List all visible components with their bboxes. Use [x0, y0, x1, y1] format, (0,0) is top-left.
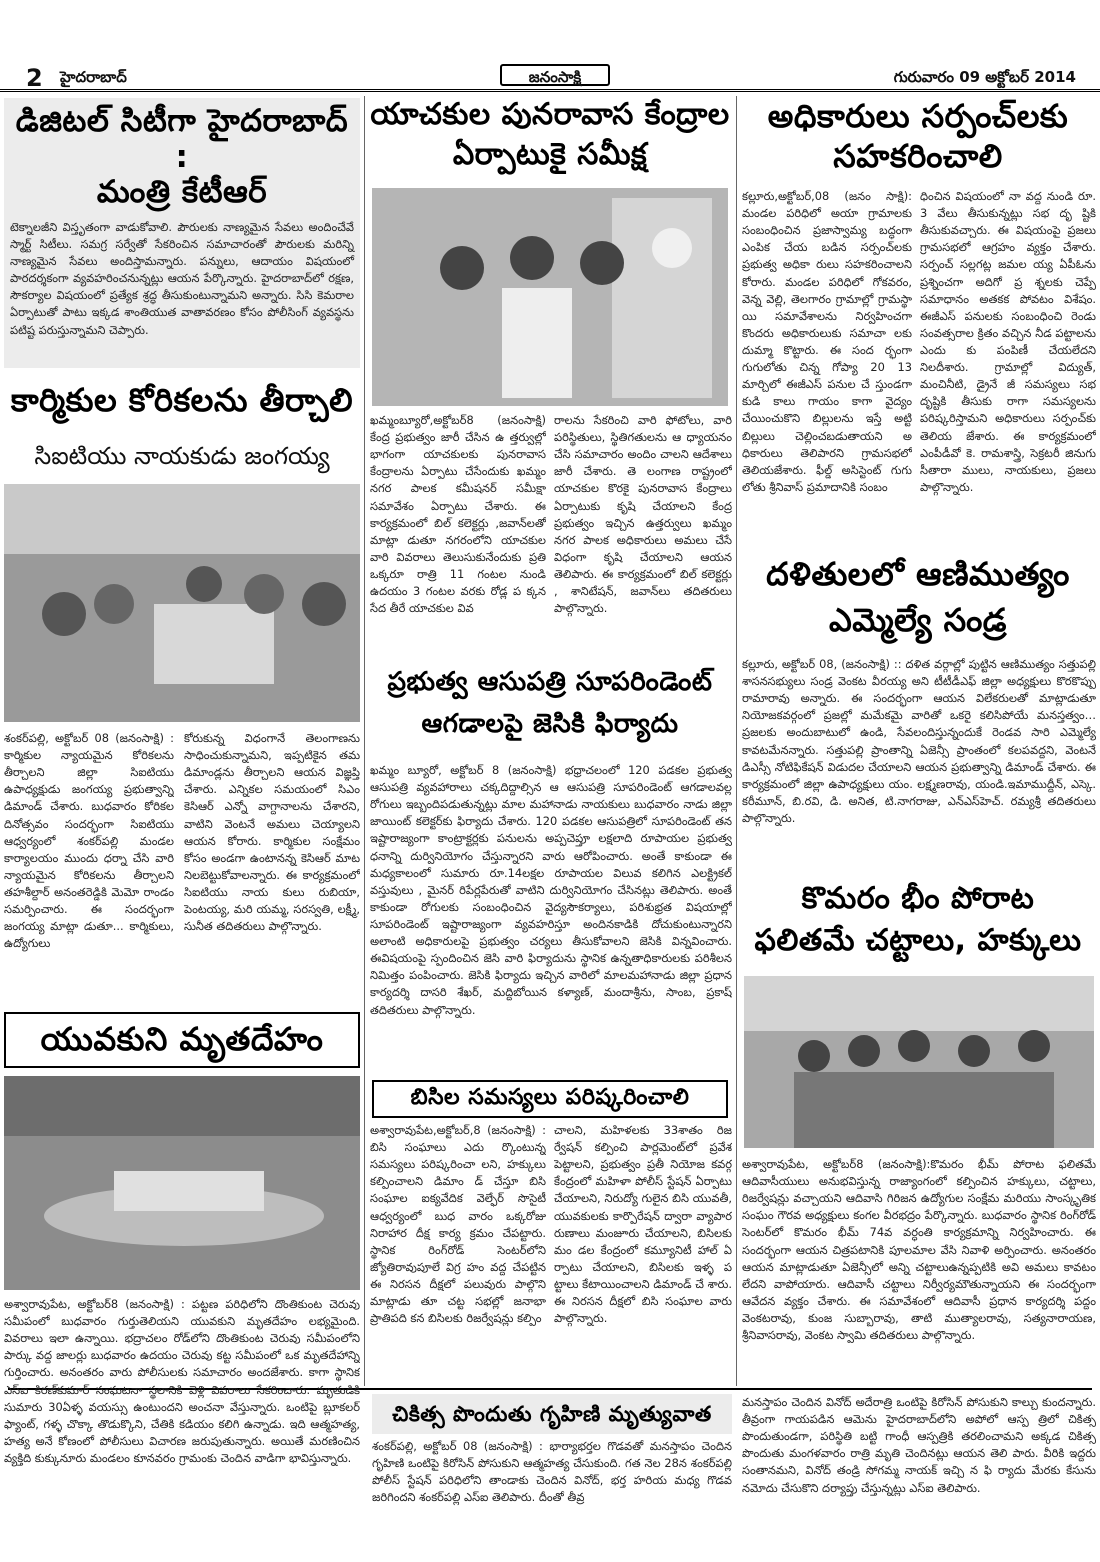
commemoration-photo — [744, 976, 1094, 1148]
review-meeting-photo — [372, 188, 728, 406]
headline: కార్మికుల కోరికలను తీర్చాలి — [10, 381, 354, 419]
body-found-photo — [4, 1076, 360, 1290]
headline: ఆగడాలపై జెసికి ఫిర్యాదు — [421, 709, 679, 739]
column-rule — [736, 96, 737, 1386]
headline: మంత్రి కేటీఆర్ — [96, 174, 268, 211]
headline: చికిత్స పొందుతు గృహిణి మృత్యువాత — [372, 1394, 732, 1434]
article-body: కోరుకున్న విధంగానే తెలంగాణను సాధించుకున్నామని, ఇప్పటికైన తమ డిమాండ్లను తీర్చాలని ఆయన విజ్ఞప్తి చేశారు. ఎన్నికల సమయంలో సిఎం కెసిఆర్ ఎన్నో వాగ్దానాలను చేశారని, వాటిని వెంటనే అమలు చెయ్యాలని ఆయన కోరారు. కార్మికుల సంక్షేమం కోసం అండగా ఉంటానన్న కెసిఆర్ మాట నిలబెట్టుకోవాలన్నారు. ఈ కార్యక్రమంలో సిఐటియు నాయ కులు రుబియా, పెంటయ్య, మరి యమ్మ, సరస్వతి, లక్ష్మీ, సునీత తదితరులు పాల్గొన్నారు. — [184, 731, 360, 934]
subheadline: సిఐటియు నాయకుడు జంగయ్య — [34, 442, 330, 470]
headline: యాచకుల పునరావాస కేంద్రాల — [370, 97, 730, 132]
headline: డిజిటల్ సిటీగా హైదరాబాద్ : — [15, 103, 349, 175]
photo-placeholder-icon — [4, 484, 360, 722]
newspaper-logo: జనంసాక్షి — [500, 64, 610, 86]
article-body: శంకర్‌పల్లి, అక్టోబర్ 08 (జనంసాక్షి) : భార్యాభర్తల గొడవతో మనస్తాపం చెందిన గృహిణి ఒంటిపై కిరోసిన్ పోసుకుని ఆత్మహత్య చేసుకుంది. గత నెల 28న శంకర్‌పల్లి పోలీస్ స్టేషన్ పరిధిలోని తాండాకు చెందిన వినోద్, భర్త హరియ మధ్య గొడవ జరిగిందని శంకర్‌పల్లి ఎస్ఐ తెలిపారు. దీంతో తీవ్ర — [372, 1439, 732, 1505]
headline: ఏర్పాటుకై సమీక్ష — [452, 137, 648, 172]
photo-placeholder-icon — [4, 1076, 360, 1290]
article-body: రాలను సేకరించి వారి ఫోటోలు, వారి పరిస్థితులు, స్థితిగతులను ఆ ధ్యాయనం చేసి సమాచారం అందిం చాలని ఆదేశాలు జారీ చేశారు. తె లంగాణ రాష్ట్రంలో యాచకుల కొరకై పునరావాస కేంద్రాలు ఏర్పాటుకు కృషి చేయాలని కేంద్ర ప్రభుత్వం ఇచ్చిన ఉత్తర్వులు ఖమ్మం నగర పాలక అధికారులు అమలు చేసే విధంగా కృషి చేయాలని ఆయన తెలిపారు. ఈ కార్యక్రమంలో బిల్ కలెక్టర్లు , శానిటేషన్, జవాన్‌లు తదితరులు పాల్గొన్నారు. — [554, 413, 732, 616]
article-body: ఖమ్మం బ్యూరో, అక్టోబర్ 8 (జనంసాక్షి) భధ్రాచలంలో 120 పడకల ప్రభుత్వ ఆసుపత్రి వ్యవహారాలు చక్కదిద్దాల్సిన ఆ ఆసుపత్రి సూపరిండెంట్ ఆగడాలవల్ల రోగులు ఇబ్బందిపడుతున్నట్లు మాల మహానాడు నాయకులు బుధవారం నాడు జిల్లా జాయింట్ కలెక్టర్‌కు ఫిర్యాదు చేశారు. 120 పడకల ఆసుపత్రిలో సూపరిండెంట్ తన ఇష్టారాజ్యంగా కాంట్రాక్టర్లకు పనులను అప్పచెప్తూ లక్షలాది రూపాయల ప్రభుత్వ ధనాన్ని దుర్వినియోగం చేస్తున్నారని వారు ఆరోపించారు. అంతే కాకుండా ఈ మధ్యకాలంలో సుమారు రూ.14లక్షల రూపాయల విలువ కలిగిన ఎలక్ట్రికల్ వస్తువులు , మైనర్ రిపేర్లపేరుతో వాటిని దుర్వినియోగం చేసినట్లు తెలిపారు. అంతే కాకుండా రోగులకు సంబంధించిన వైద్యసౌకర్యాలు, పరిశుభ్రత విషయాల్లో సూపరిండెంట్ ఇష్టారాజ్యంగా వ్యవహరిస్తూ అందినకాడికి దోచుకుంటున్నారని అలాంటి అధికారులపై ప్రభుత్వం చర్యలు తీసుకోవాలని జెసికి విన్నవించారు. ఈవిషయంపై స్పందించిన జెసి వారి ఫిర్యాదును స్థానిక ఉన్నతాధికారులకు పరిశీలన నిమిత్తం పంపించారు. జెసికి ఫిర్యాదు ఇచ్చిన వారిలో మాలమహానాడు జిల్లా ప్రధాన కార్యదర్శి దాసరి శేఖర్, మద్దిబోయిన కళ్యాణ్, మందాశ్రీను, సాంబ, ప్రకాష్ తదితరులు పాల్గొన్నారు. — [370, 763, 732, 1017]
article-body: టెక్నాలజీని విస్తృతంగా వాడుకోవాలి. పౌరులకు నాణ్యమైన సేవలు అందించేవే స్మార్ట్ సిటీలు. సమగ్ర సర్వేతో సేకరించిన సమాచారంతో పౌరులకు మరిన్ని నాణ్యమైన సేవలు అందిస్తామన్నారు. పన్నులు, ఆదాయం విషయంలో పారదర్శకంగా వ్యవహరించనున్నట్లు ఆయన పేర్కొన్నారు. హైదరాబాద్‌లో రక్షణ, సౌకర్యాల విషయంలో ప్రత్యేక శ్రద్ధ తీసుకుంటున్నామని అన్నారు. సిసి కెమరాల ఏర్పాటుతో పాటు ఇక్కడ శాంతియుత వాతావరణం కోసం పోలీసింగ్ వ్యవస్థను పటిష్ట పరుస్తున్నామని చెప్పారు. — [10, 219, 354, 337]
column-rule — [364, 96, 365, 1386]
article-body: అశ్వారావుపేట,అక్టోబర్,8 (జనంసాక్షి) : బిసి సంఘాలు ఎదు ర్కొంటున్న సమస్యలు పరిష్కరించా లని, హక్కులు కల్పించాలని డిమాం డ్ చేస్తూ బిసి సంఘాల ఐక్యవేదిక వెల్ఫేర్ సొసైటీ ఆధ్వర్యంలో బుధ వారం ఒక్కరోజు నిరాహార దీక్ష కార్య క్రమం చేపట్టారు. స్థానిక రింగ్‌రోడ్ సెంటర్‌లోని జ్యోతిరావుపూలే విగ్ర హం వద్ద చేపట్టిన ఈ నిరసన దీక్షలో పలువురు పాల్గొని మాట్లాడు తూ చట్ట సభల్లో జనాభా ప్రాతిపది కన బిసిలకు రిజర్వేషన్లు కల్పిం — [370, 1123, 546, 1326]
article-body: ధించిన విషయంలో నా వద్ద నుండి రూ. 3 వేలు తీసుకున్నట్లు సభ దృ ష్టికి తీసుకువచ్చారు. ఈ విషయంపై ప్రజలు గ్రామసభలో ఆగ్రహం వ్యక్తం చేశారు. సర్పంచ్ సల్లగట్ల జమల య్య ఏపీఓను ప్రశ్నించగా అదిగో ప్ర శ్నలకు చెప్పే సమాధానం అతకక పోవటం విశేషం. ఈజీఎస్ పనులకు సంబంధించి రెండు సంవత్సరాల క్రితం వచ్చిన నీడ పట్టాలను ఎందు కు పంపిణీ చేయలేదని నిలదీశారు. గ్రామాల్లో విద్యుత్, మంచినీటి, డ్రైనే జీ సమస్యలు సభ దృష్టికి తీసుకు రాగా సమస్యలను పరిష్కరిస్తామని అధికారులు సర్పంచ్‌కు తెలియ జేశారు. ఈ కార్యక్రమంలో ఎంపీడీవో కె. రామశాస్త్రి, సెక్రటరీ జినుగు సీతారా ములు, నాయకులు, ప్రజలు పాల్గొన్నారు. — [920, 189, 1096, 494]
headline: అధికారులు సర్పంచ్‌లకు — [767, 97, 1069, 135]
headline: ఎమ్మెల్యే సండ్ర — [829, 601, 1007, 639]
headline: యువకుని మృతదేహం — [4, 1012, 360, 1068]
photo-placeholder-icon — [372, 188, 728, 406]
article-body: మనస్తాపం చెందిన వినోద్ అదేరాత్రి ఒంటిపై కిరోసిన్ పోసుకుని కాల్చు కుందన్నారు. తీవ్రంగా గాయపడిన ఆమెను హైదరాబాద్‌లోని అపోలో ఆస్ప త్రిలో చికిత్స పొందుతుండగా, పరిస్థితి బట్టి గాంధీ ఆస్పత్రికి తరలించామని అక్కడ చికిత్స పొందుతు మంగళవారం రాత్రి మృతి చెందినట్లు ఆయన తెలి పారు. వీరికి ఇద్దరు సంతానమని, వినోద్ తండ్రి సోగమ్మ నాయక్ ఇచ్చి న ఫి ర్యాదు మేరకు కేసును నమోదు చేసుకొని దర్యాప్తు చేస్తున్నట్లు ఎస్ఐ తెలిపారు. — [742, 1395, 1096, 1495]
article-body: కల్లూరు,అక్టోబర్,08 (జనం సాక్షి): మండల పరిధిలో అయా గ్రామాలకు సంబంధించిన ప్రజాస్వామ్య బద్ధంగా ఎంపిక చేయ బడిన సర్పంచ్‌లకు ప్రభుత్వ అధికా రులు సహకరించాలని కోరారు. మండల పరిధిలో గోకవరం, వెన్న వెల్లి, తెలగారం గ్రామాల్లో గ్రామస్థా యి సమావేశాలను నిర్వహించగా కొందరు అధికారులుకు సమాచా లకు దుమ్మా కొట్టారు. ఈ సంద ర్భంగా గుగులోతు చిన్న గోప్యా 20 13 మార్చిలో ఈజీఎస్ పనుల చే స్తుండగా కుడి కాలు గాయం కాగా వైద్యం చేయించుకొని బిల్లులను ఇస్తే అట్టి బిల్లులు చెల్లించబడుతాయని అ ధికారులు తెలిపారని గ్రామసభలో తెలియజేశారు. ఫీల్డ్ అసిస్టెంట్ గుగు లోతు శ్రీనివాస్ ప్రమాదానికి సంబం — [742, 189, 912, 494]
article-body: అశ్వారావుపేట, అక్టోబర్8 (జనంసాక్షి):కొమరం భీమ్ పోరాట ఫలితమే ఆదివాసీయులు అనుభవిస్తున్న రాజ్యాంగంలో కల్పించిన హక్కులు, చట్టాలు, రిజర్వేషన్లు వచ్చాయని ఆదివాసి గిరిజన ఉద్యోగుల సంక్షేమ మరియు సాంస్కృతిక సంఘం గౌరవ అధ్యక్షులు కంగల వీరభద్రం పేర్కొన్నారు. బుధవారం స్థానిక రింగ్‌రోడ్ సెంటర్‌లో కొమరం భీమ్ 74వ వర్ధంతి కార్యక్రమాన్ని నిర్వహించారు. ఈ సందర్భంగా ఆయన చిత్రపటానికి పూలమాల వేసి నివాళి అర్పించారు. అనంతరం ఆయన మాట్లాడుతూ ఏజెన్సీలో అన్ని చట్టాలుఉన్నప్పటికి అవి అమలు కావటం లేదని వాపోయారు. ఆదివాసీ చట్టాలు నిర్వీర్యమౌతున్నాయని ఈ సందర్భంగా ఆవేదన వ్యక్తం చేశారు. ఈ సమావేశంలో ఆదివాసీ ప్రధాన కార్యదర్శి పద్దం వెంకటరావు, కుంజ సుబ్బారావు, తాటి ముత్యాలరావు, సత్యనారాయణ, శ్రీనివాసరావు, వెంకట స్వామి తదితరులు పాల్గొన్నారు. — [742, 1157, 1096, 1343]
protest-photo — [4, 484, 360, 722]
article-body: ఖమ్మంబ్యూరో,అక్టోబర్8 (జనంసాక్షి) కేంద్ర ప్రభుత్వం జారీ చేసిన ఉ త్తర్వుల్లో భాగంగా యాచకులకు పునరావాస కేంద్రాలను ఏర్పాటు చేసేందుకు ఖమ్మం నగర పాలక కమీషనర్ సమీక్షా సమావేశం ఏర్పాటు చేశారు. ఈ కార్యక్రమంలో బిల్ కలెక్టర్లు ,జవాన్‌లతో మాట్లా డుతూ నగరంలోని యాచకుల వారి వివరాలు తెలుసుకునేందుకు ప్రతి ఒక్కరూ రాత్రి 11 గంటల నుండి ఉదయం 3 గంటల వరకు రోడ్ల ప క్కన సేద తీరే యాచకుల వివ — [370, 413, 546, 616]
digital-city-article — [4, 98, 360, 368]
article-body: చాలని, మహిళలకు 33శాతం రిజ ర్వేషన్ కల్పించి పార్లమెంట్‌లో ప్రవేశ పెట్టాలని, ప్రభుత్వం ప్రతీ నియోజ కవర్గ కేంద్రంలో మహిళా పోలీస్ స్టేషన్ ఏర్పాటు చేయాలని, నిరుద్యో గులైన బిసి యువతీ, యువకులకు కార్పొరేషన్ ద్వారా వ్యాపార రుణాలు మంజూరు చేయాలని, బిసిలకు మం డల కేంద్రంలో కమ్యూనిటీ హాల్ ఏ ర్పాటు చేయాలని, బిసిలకు ఇళ్ళ ప ట్టాలు కేటాయించాలని డిమాండ్ చే శారు. ఈ నిరసన దీక్షలో బిసి సంఘాల వారు పాల్గొన్నారు. — [554, 1123, 732, 1326]
headline: ఫలితమే చట్టాలు, హక్కులు — [754, 923, 1082, 958]
page-number: 2 — [26, 64, 43, 92]
article-body: అశ్వారావుపేట, అక్టోబర్8 (జనంసాక్షి) : పట్టణ పరిధిలోని దొంతికుంట చెరువు సమీపంలో బుధవారం గుర్తుతెలియని యువకుని మృతదేహం లభ్యమైంది. వివరాలు ఇలా ఉన్నాయి. భద్రాచలం రోడ్‌లోని దొంతికుంట చెరువు సమీపంలోని పార్కు వద్ద జాలర్లు బుధవారం ఉదయం చెరువు కట్ట సమీపంలో ఒక మృతదేహాన్ని గుర్తించారు. అనంతరం వారు పోలీసులకు సమాచారం అందజేశారు. కాగా స్థానిక ఎస్ఐ కిరణ్‌కుమార్ సంఘటనా స్థలానికి వెళ్లి వివరాలు సేకరించారు. మృతుడికి సుమారు 30ఏళ్ళ వయస్సు ఉంటుందని అంచనా వేస్తున్నారు. ఒంటిపై బ్లూకలర్ ఫ్యాంట్, గళ్ళ చొక్కా తొడుక్కొని, చేతికి కడియం కలిగి ఉన్నాడు. ఇది ఆత్మహత్య, హత్య అనే కోణంలో పోలీసులు విచారణ జరుపుతున్నారు. అయితే మరణించిన వ్యక్తిది కుక్కునూరు మండలం కూనవరం గ్రామంకు చెందిన వాడిగా భావిస్తున్నారు. — [4, 1297, 360, 1465]
headline: దళితులలో ఆణిముత్యం — [766, 555, 1070, 593]
headline: సహకరించాలి — [833, 137, 1003, 175]
article-body: శంకర్‌పల్లి, అక్టోబర్ 08 (జనంసాక్షి) : కార్మికుల న్యాయమైన కోరికలను తీర్చాలని జిల్లా సిఐటియు ఉపాధ్యక్షుడు జంగయ్య ప్రభుత్వాన్ని డిమాండ్ చేశారు. బుధవారం కోరికల దినోత్సవం సందర్భంగా సిఐటియు ఆధ్వర్యంలో శంకర్‌పల్లి మండల కార్యాలయం ముందు ధర్నా చేసి వారి న్యాయమైన కోరికలను తీర్చాలని తహశీల్దార్ అనంతరెడ్డికి మెమో రాండం సమర్పించారు. ఈ సందర్భంగా జంగయ్య మాట్లా డుతూ... కార్మికులు, ఉద్యోగులు — [4, 731, 174, 951]
headline: కొమరం భీం పోరాట — [801, 881, 1035, 916]
headline: ప్రభుత్వ ఆసుపత్రి సూపరిండెంట్ — [387, 667, 713, 697]
issue-date: గురువారం 09 అక్టోబర్ 2014 — [893, 68, 1076, 86]
photo-placeholder-icon — [744, 976, 1094, 1148]
headline: బిసిల సమస్యలు పరిష్కరించాలి — [372, 1080, 728, 1118]
article-body: కల్లూరు, అక్టోబర్ 08, (జనంసాక్షి) :: దళిత వర్గాల్లో పుట్టిన ఆణిముత్యం సత్తుపల్లి శాసనసభ్యులు సండ్ర వెంకట వీరయ్య అని టీటీడీఎఫ్ జిల్లా అధ్యక్షులు కొరకొప్పు రామారావు అన్నారు. ఈ సందర్భంగా ఆయన విలేకరులతో మాట్లాడుతూ నియోజకవర్గంలో ప్రజల్లో మమేకమై వారితో ఒకరై కలిసిపోయే మనస్తత్వం… ప్రజలకు అందుబాటులో ఉండి, సేవలందిస్తున్నందుకే రెండవ సారి ఎమ్మెల్యే కావటమేనన్నారు. సత్తుపల్లి ప్రాంతాన్ని ఏజెన్సీ ప్రాంతంలో కలపవద్దని, వెంటనే డిఎస్సీ నోటిఫికేషన్ విడుదల చేయాలని ఆయన ప్రభుత్వాన్ని డిమాండ్ చేశారు. ఈ కార్యక్రమంలో జిల్లా ఉపాధ్యక్షులు యం. లక్ష్మణరావు, యండి.ఇమాముద్దీన్, ఎస్కె. కరీమూన్, బి.రవి, డి. అనిత, టి.నాగరాజు, ఎన్ఎస్‌హెచ్. రమ్యశ్రీ తదితరులు పాల్గొన్నారు. — [742, 657, 1096, 825]
section-city: హైదరాబాద్ — [60, 68, 127, 86]
